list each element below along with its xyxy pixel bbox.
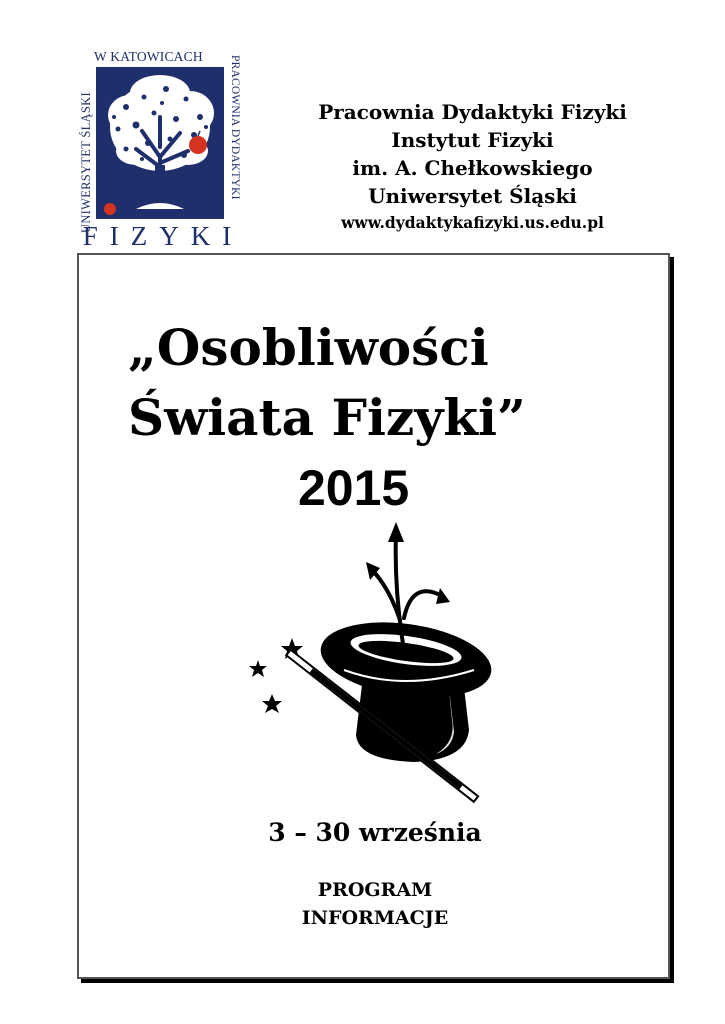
logo-top-text: W KATOWICACH xyxy=(94,49,203,64)
logo-bottom-text: FIZYKI xyxy=(82,221,244,251)
title-year: 2015 xyxy=(298,460,410,516)
header-line-4: Uniwersytet Śląski xyxy=(368,184,577,208)
section-labels xyxy=(0,876,725,932)
header-line-3: im. A. Chełkowskiego xyxy=(352,156,593,180)
header-line-1: Pracownia Dydaktyki Fizyki xyxy=(318,100,627,124)
event-dates: 3 – 30 września xyxy=(268,818,482,847)
star-icon xyxy=(249,638,303,713)
institution-header xyxy=(270,98,675,234)
header-line-2: Instytut Fizyki xyxy=(391,128,554,152)
magic-hat-icon xyxy=(244,520,504,810)
logo-left-text: UNIWERSYTET ŚLĄSKI xyxy=(79,92,93,233)
website-url: www.dydaktykafizyki.us.edu.pl xyxy=(341,213,604,232)
title-line-2: Świata Fizyki” xyxy=(128,388,526,447)
apple-icon xyxy=(104,203,116,215)
tree-icon xyxy=(96,67,224,219)
university-logo xyxy=(76,45,244,250)
logo-right-text: PRACOWNIA DYDAKTYKI xyxy=(229,55,241,200)
info-label: INFORMACJE xyxy=(301,907,449,929)
title-line-1: „Osobliwości xyxy=(128,318,489,377)
program-label: PROGRAM xyxy=(317,879,433,901)
